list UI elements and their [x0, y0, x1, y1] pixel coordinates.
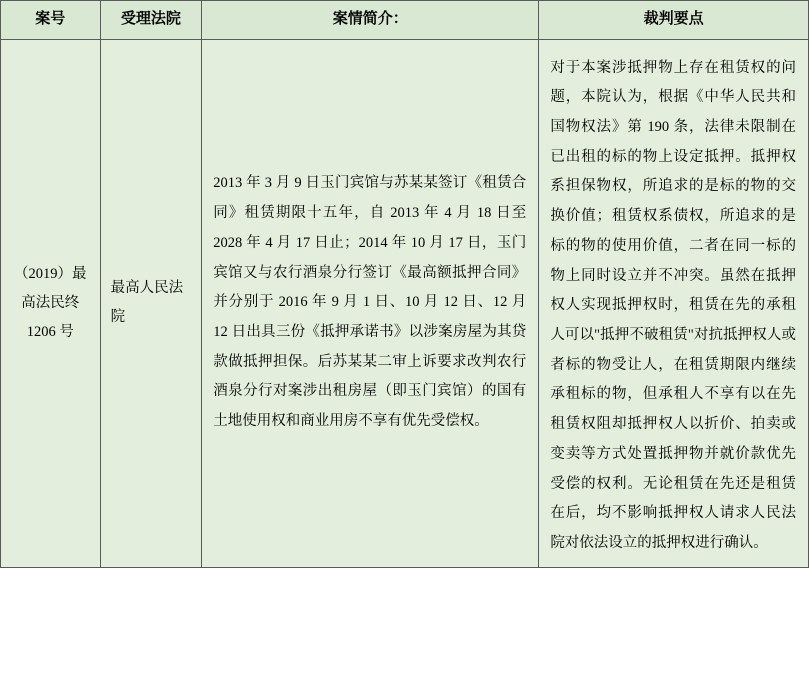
column-header-court: 受理法院	[100, 1, 202, 40]
cell-summary	[202, 39, 539, 567]
table-header-row	[1, 1, 809, 40]
column-header-summary: 案情简介：	[202, 1, 539, 40]
table-header	[1, 1, 809, 40]
table-row	[1, 39, 809, 567]
summary-paragraph: 2013 年 3 月 9 日玉门宾馆与苏某某签订《租赁合同》租赁期限十五年，自 2013 年 4 月 18 日至 2028 年 4 月 17 日止；2014 年 10 月 17 日，玉门宾馆又与农行酒泉分行签订《最高额抵押合同》并分别于 2016 年 9 月 1 日、10 月 12 日、12 月 12 日出具三份《抵押承诺书》以涉案房屋为其贷款做抵押担保。后苏某某二审上诉要求改判农行酒泉分行对案涉出租房屋（即玉门宾馆）的国有土地使用权和商业用房不享有优先受偿权。	[213, 175, 527, 430]
cell-court: 最高人民法院	[100, 39, 202, 567]
column-header-case-no: 案号	[1, 1, 101, 40]
table-body	[1, 39, 809, 567]
cell-points	[539, 39, 809, 567]
cell-case-no: （2019）最高法民终 1206 号	[1, 39, 101, 567]
column-header-points: 裁判要点	[539, 1, 809, 40]
points-paragraph: 对于本案涉抵押物上存在租赁权的问题，本院认为，根据《中华人民共和国物权法》第 190 条，法律未限制在已出租的标的物上设定抵押。抵押权系担保物权，所追求的是标的物的交换价值；租赁权系债权，所追求的是标的物的使用价值，二者在同一标的物上同时设立并不冲突。虽然在抵押权人实现抵押权时，租赁在先的承租人可以"抵押不破租赁"对抗抵押权人或者标的物受让人，在租赁期限内继续承租标的物，但承租人不享有以在先租赁权阻却抵押权人以折价、拍卖或变卖等方式处置抵押物并就价款优先受偿的权利。无论租赁在先还是租赁在后，均不影响抵押权人请求人民法院对依法设立的抵押权进行确认。	[550, 59, 796, 551]
